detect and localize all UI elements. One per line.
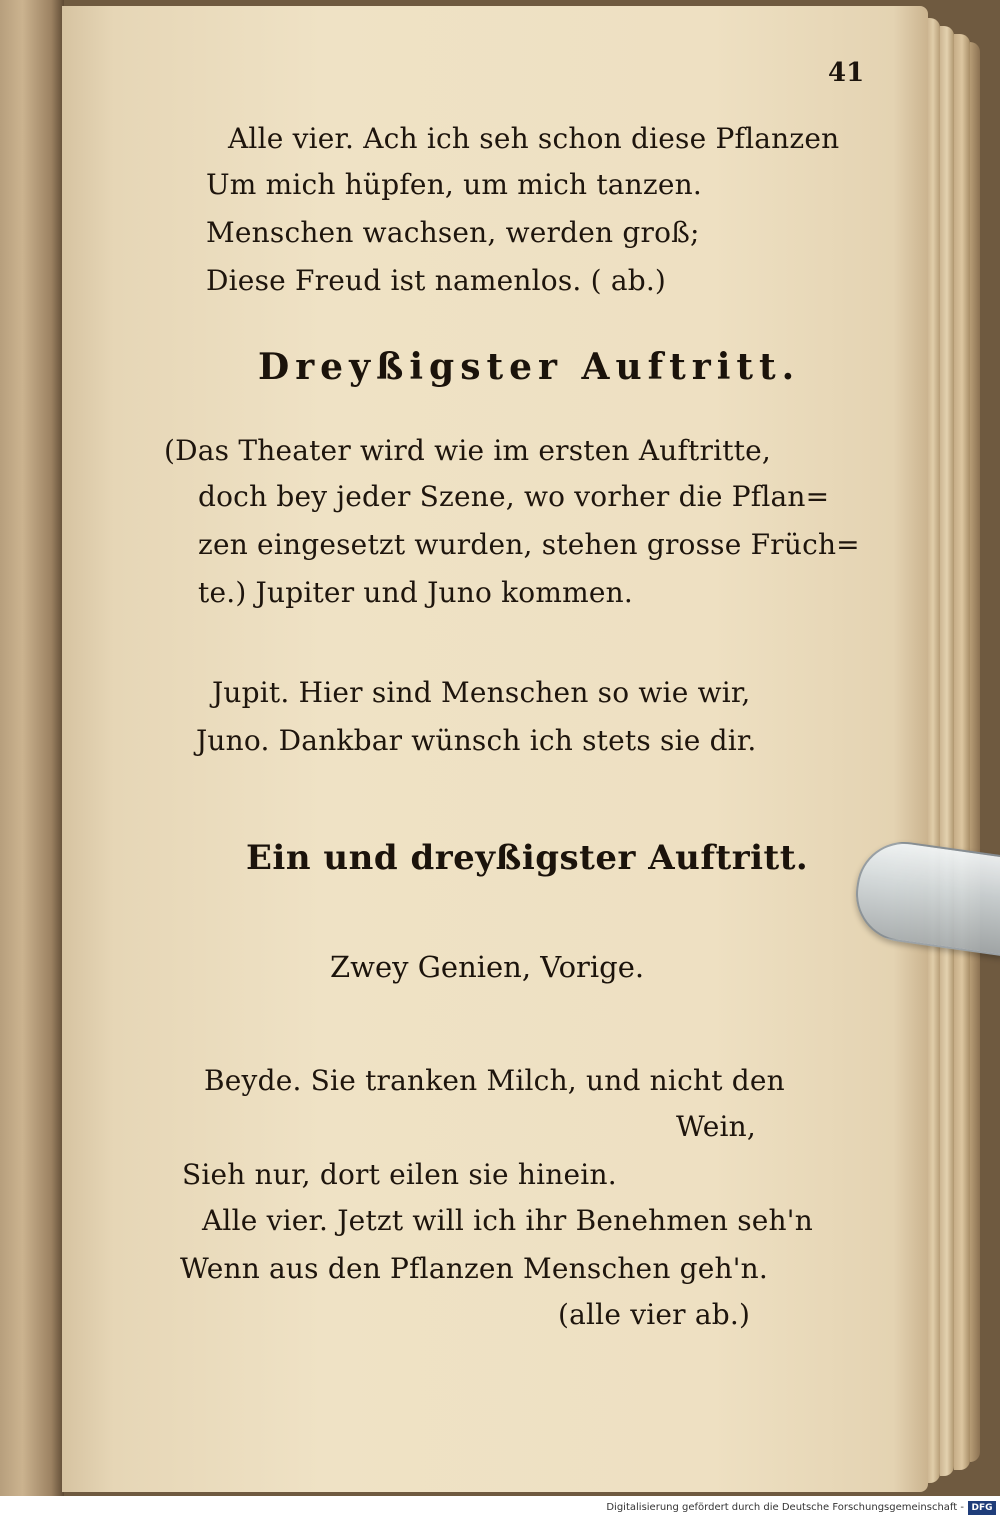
page-edge	[970, 42, 980, 1462]
stage-direction-line: doch bey jeder Szene, wo vorher die Pflan=	[198, 480, 830, 513]
dialogue-line: Juno. Dankbar wünsch ich stets sie dir.	[196, 724, 757, 757]
dialogue-line: Alle vier. Jetzt will ich ihr Benehmen seh'n	[202, 1204, 813, 1237]
footer-bar	[0, 1496, 1000, 1522]
scene-heading: Ein und dreyßigster Auftritt.	[246, 838, 809, 878]
dialogue-line: Jupit. Hier sind Menschen so wie wir,	[212, 676, 751, 709]
character-list: Zwey Genien, Vorige.	[330, 950, 645, 984]
dialogue-line: Sieh nur, dort eilen sie hinein.	[182, 1158, 617, 1191]
verse-line: Alle vier. Ach ich seh schon diese Pflanzen	[228, 122, 840, 155]
dialogue-line: Wein,	[676, 1110, 756, 1143]
page-number: 41	[828, 58, 865, 88]
verse-line: Diese Freud ist namenlos. ( ab.)	[206, 264, 667, 297]
dialogue-line: Wenn aus den Pflanzen Menschen geh'n.	[180, 1252, 769, 1285]
dialogue-line: Beyde. Sie tranken Milch, und nicht den	[204, 1064, 785, 1097]
scene-heading: Dreyßigster Auftritt.	[258, 346, 801, 388]
stage-direction-line: zen eingesetzt wurden, stehen grosse Früch=	[198, 528, 860, 561]
previous-page-edge	[0, 0, 64, 1496]
dfg-logo: DFG	[968, 1501, 996, 1515]
page-edge	[940, 26, 954, 1476]
verse-line: Menschen wachsen, werden groß;	[206, 216, 700, 249]
stage-direction-line: (Das Theater wird wie im ersten Auftritte,	[164, 434, 772, 467]
stage-direction-line: te.) Jupiter und Juno kommen.	[198, 576, 633, 609]
funding-credit: Digitalisierung gefördert durch die Deutsche Forschungsgemeinschaft -	[606, 1502, 964, 1513]
stage-direction-line: (alle vier ab.)	[558, 1298, 751, 1331]
page-edge	[954, 34, 970, 1470]
verse-line: Um mich hüpfen, um mich tanzen.	[206, 168, 702, 201]
page-edge	[926, 18, 940, 1483]
